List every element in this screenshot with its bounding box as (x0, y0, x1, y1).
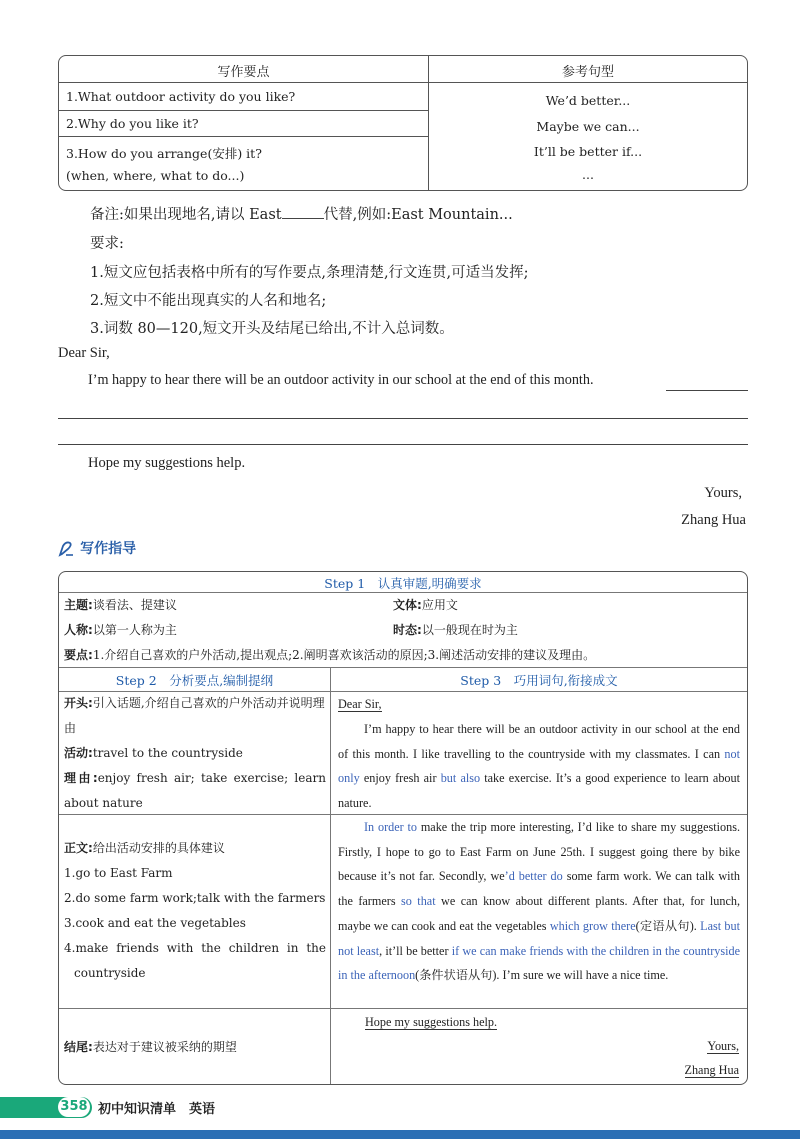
outline-reason: 理由:enjoy fresh air; take exercise; learn about nature (64, 771, 326, 810)
key-points: 要点:1.介绍自己喜欢的户外活动,提出观点;2.阐明喜欢该活动的原因;3.阐述活动安排的建议及理由。 (64, 648, 596, 662)
pattern-2: Maybe we can... (536, 119, 640, 134)
tense: 时态:以一般现在时为主 (393, 623, 518, 637)
essay-name: Zhang Hua (684, 1063, 739, 1077)
letter-closing: Hope my suggestions help. (88, 455, 246, 471)
step-1-title: Step 1 认真审题,明确要求 (324, 576, 482, 591)
point-2: 2.Why do you like it? (66, 116, 199, 131)
table-header-patterns: 参考句型 (561, 65, 614, 80)
outline-body: 正文:给出活动安排的具体建议 (64, 841, 225, 855)
step-3-title: Step 3 巧用词句,衔接成文 (460, 673, 618, 688)
outline-item: 4.make friends with the children in the countryside (64, 941, 326, 980)
note: 备注:如果出现地名,请以 East 代替,例如:East Mountain... (90, 207, 513, 223)
outline-ending: 结尾:表达对于建议被采纳的期望 (64, 1040, 237, 1054)
letter-salutation: Dear Sir, (58, 345, 110, 361)
pattern-1: We’d better... (545, 93, 631, 108)
essay-paragraph-1: I’m happy to hear there will be an outdoor activity in our school at the end of this month. I like travelling to the countryside with my classmates. I can not only enjoy fresh air but also take exercise. It’s a good experience to learn about nature. (338, 722, 740, 811)
bottom-bar (0, 1130, 800, 1139)
outline-item: 2.do some farm work;talk with the farmers (64, 891, 326, 905)
person: 人称:以第一人称为主 (64, 623, 177, 637)
style: 文体:应用文 (393, 598, 458, 612)
topic: 主题:谈看法、提建议 (64, 598, 177, 612)
essay-paragraph-2: In order to make the trip more interesting, I’d like to share my suggestions. Firstly, I hope to go to East Farm on June 25th. I suggest going there by bike because it’s not far. Secondly, we’d better do some farm work. We can talk with the farmers so that we can know about different plants. After that, for lunch, maybe we can cook and eat the vegetables which grow there(定语从句). Last but not least, it’ll be better if we can make friends with the children in the countryside in the afternoon(条件状语从句). I’m sure we will have a nice time. (338, 820, 740, 983)
point-3-detail: (when, where, what to do...) (66, 168, 245, 183)
pen-icon (57, 540, 75, 558)
book-title: 初中知识清单 英语 (98, 1102, 216, 1117)
letter-sign-off: Yours, (704, 485, 742, 501)
letter-opening: I’m happy to hear there will be an outdoor activity in our school at the end of this month. (88, 372, 594, 388)
letter-name: Zhang Hua (681, 512, 746, 528)
writing-guide-table (58, 571, 748, 1085)
writing-points-table (58, 55, 748, 191)
section-header (57, 538, 136, 558)
outline-activity: 活动:travel to the countryside (64, 746, 243, 760)
pattern-4: ... (582, 167, 594, 182)
page-number: 358 (58, 1097, 90, 1117)
requirement-1: 1.短文应包括表格中所有的写作要点,条理清楚,行文连贯,可适当发挥; (90, 265, 529, 281)
pattern-3: It’ll be better if... (533, 144, 643, 159)
essay-salutation: Dear Sir, (338, 697, 382, 711)
outline-item: 3.cook and eat the vegetables (64, 916, 246, 930)
answer-line (58, 444, 748, 445)
essay-closing: Hope my suggestions help. (365, 1015, 498, 1029)
requirements-label: 要求: (90, 236, 124, 252)
section-title: 写作指导 (80, 541, 137, 557)
table-header-points: 写作要点 (217, 65, 270, 80)
point-1: 1.What outdoor activity do you like? (66, 89, 296, 104)
answer-line (666, 390, 748, 391)
answer-line (58, 418, 748, 419)
outline-item: 1.go to East Farm (64, 866, 173, 880)
outline-opening: 开头:引入话题,介绍自己喜欢的户外活动并说明理由 (64, 696, 325, 735)
essay-sign-off: Yours, (707, 1039, 739, 1053)
requirement-2: 2.短文中不能出现真实的人名和地名; (90, 293, 327, 309)
requirement-3: 3.词数 80—120,短文开头及结尾已给出,不计入总词数。 (90, 321, 454, 337)
step-2-title: Step 2 分析要点,编制提纲 (115, 673, 274, 688)
point-3: 3.How do you arrange(安排) it? (66, 146, 262, 161)
